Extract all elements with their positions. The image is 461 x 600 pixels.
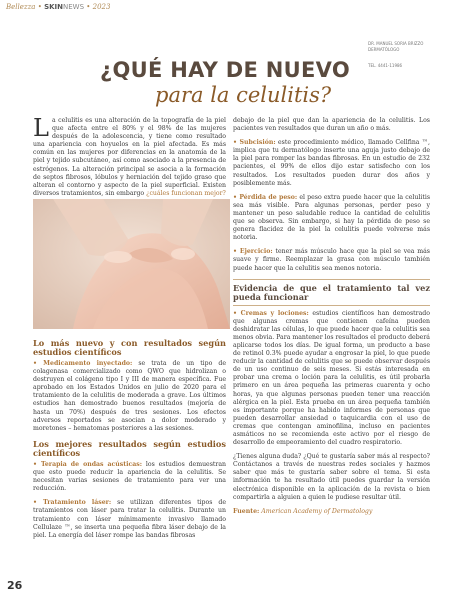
bullet-head: • Cremas y lociones: [233,309,309,317]
section-best [33,436,226,546]
closing-paragraph: ¿Tienes alguna duda? ¿Qué te gustaría saber más al respecto? Contáctanos a través de nuestras redes sociales y hazmos saber que más te gustaría saber sobre el tema. Si esta información te ha resultado útil puedes guardar la versión electrónica disponible en la aplicación de la revista o bien compartirla a alguien a quien le pudiese resultar útil. [233,453,430,501]
bullet-text: tener más músculo hace que la piel se vea más suave y firme. Reemplazar la grasa con músculo también puede hacer que la celulitis sea menos notoria. [233,248,430,272]
section-newest-bullet [33,360,226,433]
doctor-phone: TEL. 4441-11986 [368,63,403,68]
right-bullet [233,139,430,188]
bullet-text: este procedimiento médico, llamado Cellfina ™, implica que tu dermatólogo inserte una aguja justo debajo de la piel para romper las bandas fibrosas. En un estudio de 232 pacientes, el 99% de ellos dijo estar satisfecho con los resultados. Los resultados pueden durar dos años y posiblemente más. [233,139,430,187]
bullet-head: • Subcisión: [233,139,276,147]
article-title-line2: para la celulitis? [155,83,332,107]
intro-column [33,114,226,198]
bullet-text: se trata de un tipo de colagenasa comercializado como QWO que hidrolizan o destruyen el colágeno tipo I y III de manera específica. Fue aprobado en los Estados Unidos en julio de 2020 para el tratamiento de la celulitis de moderada a grave. Los últimos estudios han demostrado buenos resultados (mejoría de hasta un 70%) después de tres sesiones. Los efectos adversos reportados se asocian a dolor moderado y moretones – hematomas posteriores a las sesiones. [33,360,226,432]
source-text: American Academy of Dermatology [259,507,373,515]
doctor-credit [368,41,458,69]
magazine-header: Bellezza • SKINNEWS • 2023 [6,3,111,11]
intro-paragraph [33,114,226,198]
bullet-head: • Pérdida de peso: [233,193,298,201]
section-divider [233,305,430,306]
right-bullet [233,194,430,243]
dropcap: L [33,114,49,142]
continuation-paragraph: debajo de la piel que dan la apariencia de la celulitis. Los pacientes ven resultados que duran un año o más. [233,117,430,133]
section-divider [233,279,430,280]
section-best-heading: Los mejores resultados según estudios científicos [33,439,226,458]
bullet-head: • Terapia de ondas acústicas: [33,461,143,468]
bullet-text: se utilizan diferentes tipos de tratamientos con láser para tratar la celulitis. Durante un tratamiento con láser mínimamente invasivo llamado Cellulaze ™, se inserta una pequeña fibra láser debajo de la piel. La energía del láser rompe las bandas fibrosas [33,499,226,539]
bullet-text: estudios científicos han demostrado que algunas cremas que contienen cafeína pueden deshidratar las células, lo que puede hacer que la celulitis sea menos obvia. Para mantener los resultados el producto deberá aplicarse todos los días. De igual forma, un producto a base de retinol 0.3% puede ayudar a engrosar la piel, lo que puede reducir la cantidad de celulitis que se puede observar después de un uso continuo de seis meses. Si estás interesada en probar una crema o loción para la celulitis, es útil probarla primero en un área pequeña las primeras cuarenta y ocho horas, ya que algunas personas pueden tener una reacción alérgica en la piel. Esta prueba en un área pequeña también es importante porque ha habido informes de personas que pueden desarrollar ansiedad o taquicardia con el uso de cremas que contengan aminofilina, incluso en pacientes asmáticos no se recomienda este activo por el riesgo de desarrollo de empeoramiento del cuadro respiratorio. [233,309,430,447]
section-newest-heading: Lo más nuevo y con resultados según estudios científicos [33,338,226,357]
intro-question: ¿cuáles funcionan mejor? [146,189,226,197]
doctor-specialty: DERMATÓLOGO [368,47,400,52]
bullet-head: • Tratamiento láser: [33,499,112,507]
source-label: Fuente: [233,507,260,515]
section-skin: SKIN [44,3,63,11]
section-evidence-heading: Evidencia de que el tratamiento tal vez pueda funcionar [233,282,430,302]
bullet-text: los estudios demuestran que esto puede reducir la apariencia de la celulitis. Se necesitan varias sesiones de tratamiento para ver una reducción. [33,461,227,493]
bullet-text: el peso extra puede hacer que la celulitis sea más visible. Para algunas personas, perder peso y mantener un peso saludable reduce la cantidad de celulitis que se observa. Sin embargo, si hay la pérdida de peso se genera flacidez de la piel la celulitis puede volverse más notoria. [233,193,430,242]
intro-text: a celulitis es una alteración de la topografía de la piel que afecta entre el 80% y el 98% de las mujeres después de la adolescencia, y tiene como resultado una apariencia con hoyuelos en la piel afectada. Es más común en las mujeres por diferencias en la anatomía de la piel y tejido subcutáneo, así como asociado a la presencia de estrógenos. La alteración principal se asocia a la formación de septos fibrosos, lóbulos y herniación del tejido graso que alteran el contorno y aspecto de la piel superficial. Existen diversos tratamientos, sin embargo [33,117,226,197]
right-bullet [233,310,430,448]
issue-year: 2023 [92,3,111,11]
bullet-head: • Medicamento inyectado: [33,360,133,367]
section-best-bullet [33,499,226,539]
right-column [233,117,430,516]
page-number: 26 [7,579,23,592]
doctor-name: DR. MANUEL SORIA BRIZZO [368,41,424,46]
body-photo-icon [33,199,230,329]
source-line [233,508,430,516]
article-photo [33,199,230,329]
section-newest [33,335,226,439]
section-best-bullet [33,461,226,493]
section-news: NEWS [63,3,85,11]
bullet-head: • Ejercicio: [233,248,273,256]
right-bullet [233,248,430,272]
article-title-line1: ¿QUÉ HAY DE NUEVO [100,58,350,82]
magazine-script-name: Bellezza [6,3,36,11]
